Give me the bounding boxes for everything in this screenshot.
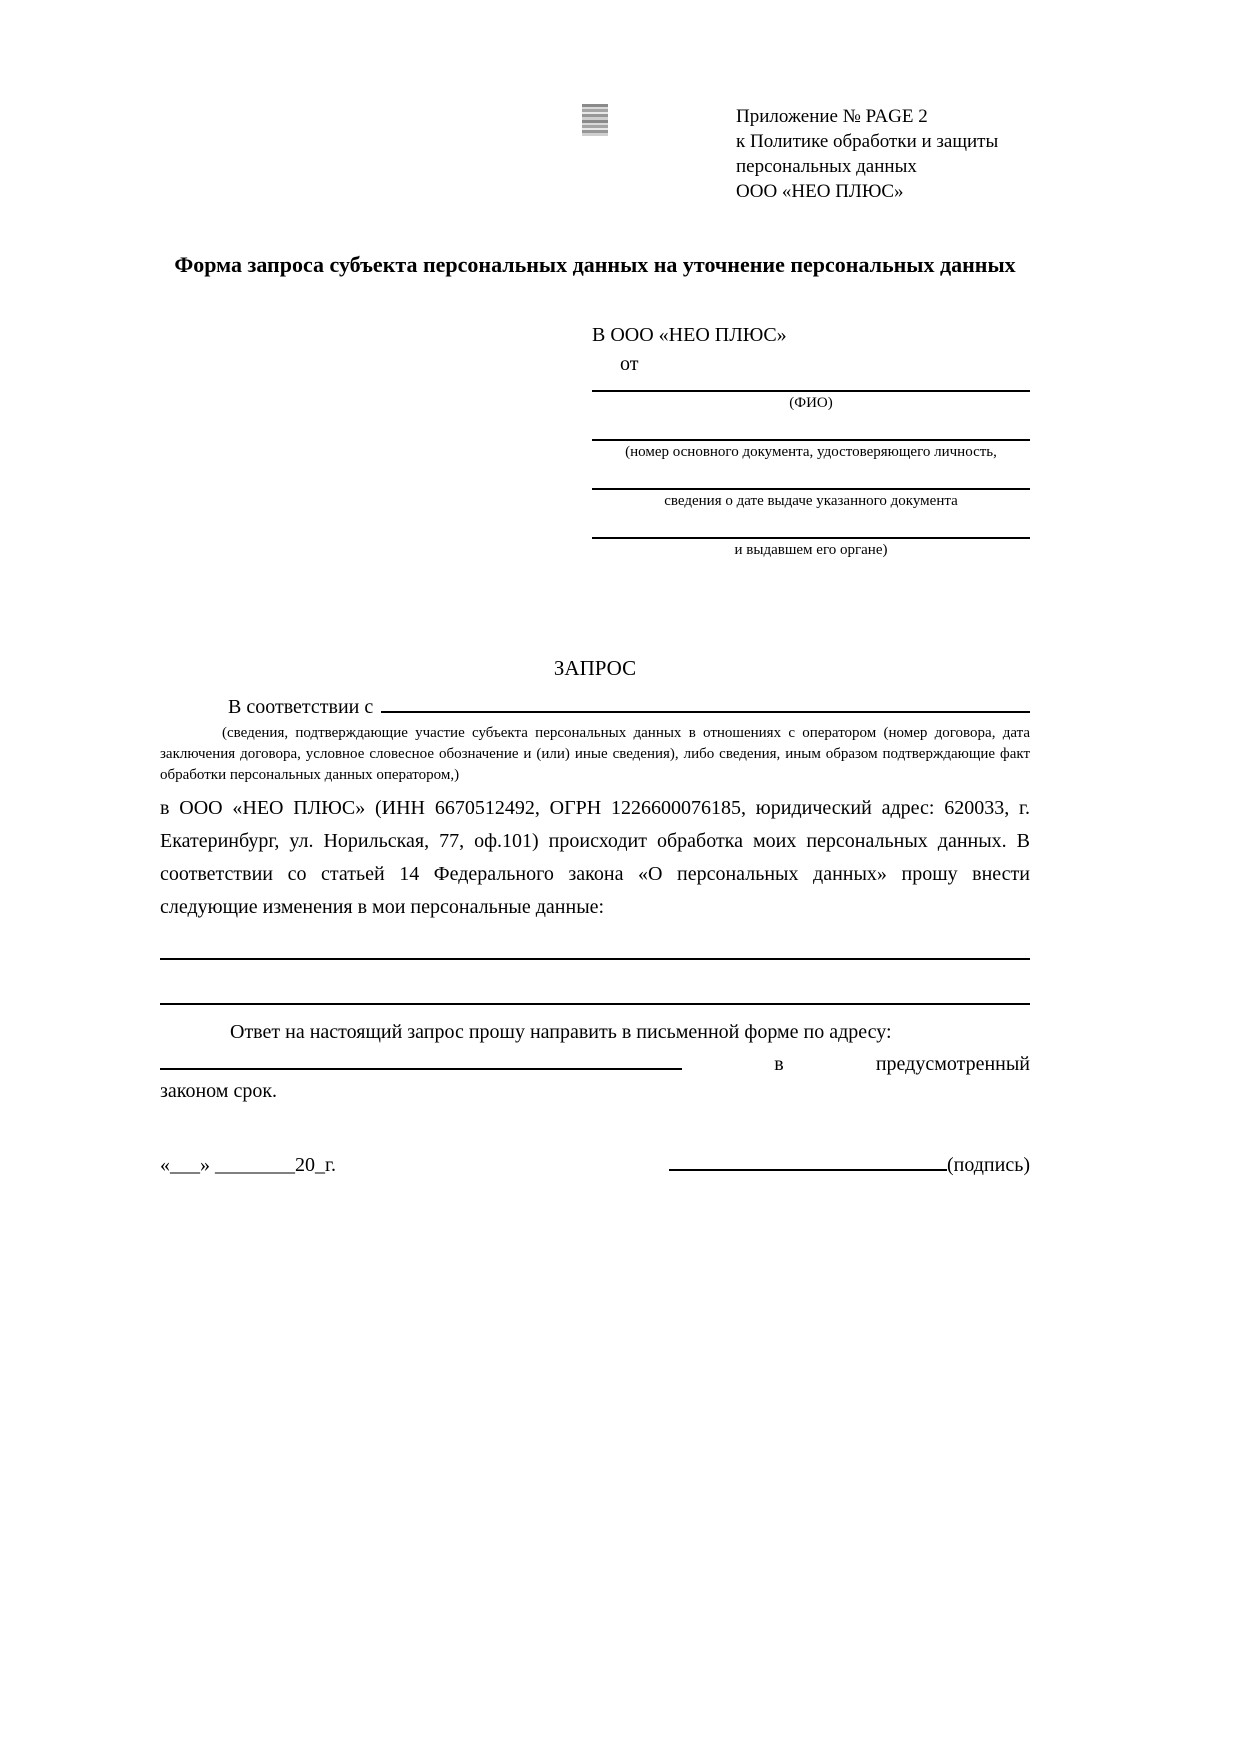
signature-row [160, 1149, 1030, 1177]
answer-word-predusmotrenny: предусмотренный [875, 1053, 1030, 1075]
appendix-line: ООО «НЕО ПЛЮС» [736, 181, 904, 202]
request-body-paragraph: в ООО «НЕО ПЛЮС» (ИНН 6670512492, ОГРН 1226600076185, юридический адрес: 620033, г. Екатеринбург, ул. Норильская, 77, оф.101) происходит обработка моих персональных данных. В соответствии со статьей 14 Федерального закона «О персональных данных» прошу внести следующие изменения в мои персональные данные: [160, 797, 1030, 918]
signature-caption: (подпись) [946, 1154, 1030, 1176]
changes-fill-line-1[interactable] [160, 958, 1030, 960]
addressee-to: В ООО «НЕО ПЛЮС» [592, 324, 787, 346]
signature-fill-line[interactable] [669, 1149, 947, 1171]
appendix-line: к Политике обработки и защиты [736, 131, 999, 152]
appendix-line: Приложение № PAGE 2 [736, 106, 928, 127]
document-number-fill-line[interactable] [592, 439, 1030, 462]
form-title: Форма запроса субъекта персональных данных на уточнение персональных данных [174, 252, 1016, 277]
basis-fill-line[interactable] [381, 691, 1030, 713]
fio-fill-line[interactable] [592, 390, 1030, 413]
answer-sentence-start: Ответ на настоящий запрос прошу направить в письменной форме по адресу: [230, 1021, 892, 1043]
basis-fine-print: (сведения, подтверждающие участие субъекта персональных данных в отношениях с оператором (номер договора, дата заключения договора, условное словесное обозначение и (или) иные сведения), либо сведения, иным образом подтверждающие факт обработки персональных данных оператором,) [160, 725, 1030, 783]
fio-caption: (ФИО) [789, 395, 833, 411]
issue-date-caption: сведения о дате выдаче указанного документа [664, 493, 958, 509]
appendix-line: персональных данных [736, 156, 917, 177]
addressee-block [592, 324, 1030, 560]
appendix-header [736, 104, 998, 204]
document-content [160, 0, 1030, 1177]
in-accordance-line [160, 691, 1030, 719]
address-fill-line[interactable] [160, 1048, 682, 1070]
issue-date-fill-line[interactable] [592, 488, 1030, 511]
in-accordance-label: В соответствии с [228, 696, 374, 718]
document-number-caption: (номер основного документа, удостоверяющего личность, [625, 444, 997, 460]
date-fill-text[interactable]: «___» ________20_г. [160, 1154, 336, 1176]
changes-fill-line-2[interactable] [160, 1003, 1030, 1005]
answer-word-v: в [774, 1053, 784, 1075]
request-heading: ЗАПРОС [553, 656, 637, 680]
answer-sentence-end: законом срок. [160, 1080, 278, 1102]
addressee-from-label: от [620, 353, 639, 375]
embedded-object-icon [582, 104, 608, 136]
signature-group [669, 1149, 1030, 1177]
header-row [160, 104, 1030, 204]
issuing-authority-fill-line[interactable] [592, 537, 1030, 560]
answer-address-line [160, 1048, 1030, 1076]
issuing-authority-caption: и выдавшем его органе) [734, 542, 888, 558]
